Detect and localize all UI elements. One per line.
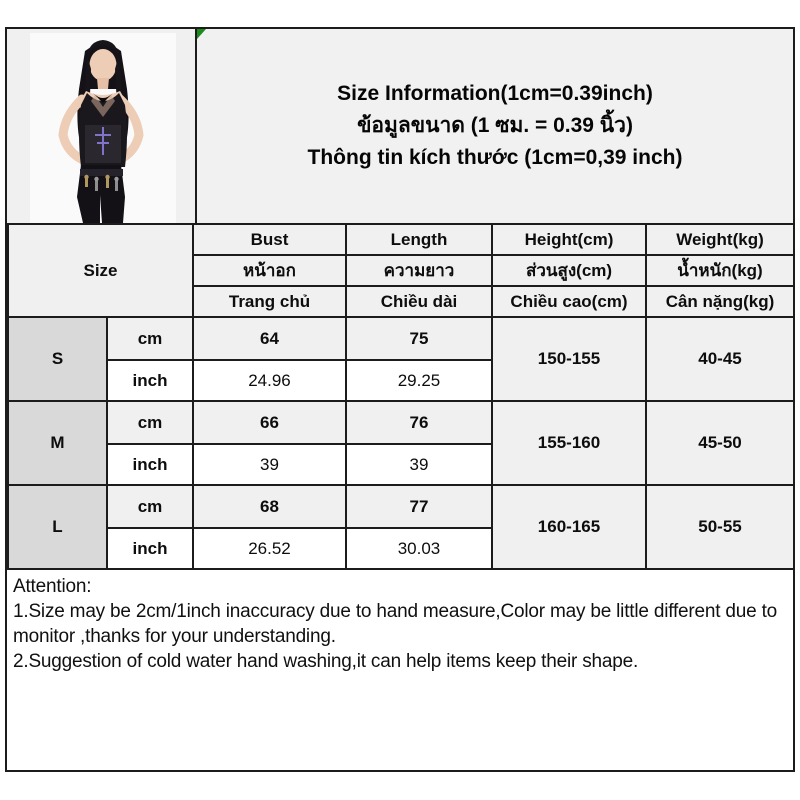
unit-inch: inch <box>107 528 193 569</box>
header-bust-th: หน้าอก <box>193 255 346 286</box>
unit-inch: inch <box>107 360 193 401</box>
size-chart-sheet <box>5 27 795 772</box>
attention-note-1: 1.Size may be 2cm/1inch inaccuracy due to hand measure,Color may be little different due to monitor ,thanks for your understanding. <box>13 601 778 647</box>
s-bust-cm: 64 <box>193 317 346 360</box>
l-bust-cm: 68 <box>193 485 346 528</box>
header-bust-en: Bust <box>193 224 346 255</box>
title-thai: ข้อมูลขนาด (1 ซม. = 0.39 นิ้ว) <box>357 114 633 137</box>
s-length-cm: 75 <box>346 317 492 360</box>
product-photo <box>7 29 197 223</box>
header-weight-vi: Cân nặng(kg) <box>646 286 794 317</box>
header-length-th: ความยาว <box>346 255 492 286</box>
header-bust-vi: Trang chủ <box>193 286 346 317</box>
header-height-th: ส่วนสูง(cm) <box>492 255 646 286</box>
header-weight-th: น้ำหนัก(kg) <box>646 255 794 286</box>
unit-inch: inch <box>107 444 193 485</box>
top-section <box>7 29 793 223</box>
header-height-en: Height(cm) <box>492 224 646 255</box>
header-length-en: Length <box>346 224 492 255</box>
unit-cm: cm <box>107 485 193 528</box>
m-height-range: 155-160 <box>492 401 646 485</box>
size-l-label: L <box>8 485 107 569</box>
size-m-label: M <box>8 401 107 485</box>
size-s-label: S <box>8 317 107 401</box>
title-vietnamese: Thông tin kích thước (1cm=0,39 inch) <box>307 146 683 169</box>
header-height-vi: Chiều cao(cm) <box>492 286 646 317</box>
s-weight-range: 40-45 <box>646 317 794 401</box>
s-height-range: 150-155 <box>492 317 646 401</box>
unit-cm: cm <box>107 401 193 444</box>
title-english: Size Information(1cm=0.39inch) <box>337 82 653 105</box>
size-table <box>7 223 795 570</box>
l-bust-inch: 26.52 <box>193 528 346 569</box>
header-weight-en: Weight(kg) <box>646 224 794 255</box>
attention-section <box>7 570 793 770</box>
m-length-inch: 39 <box>346 444 492 485</box>
table-row <box>8 401 794 444</box>
title-cell <box>197 29 793 223</box>
l-length-cm: 77 <box>346 485 492 528</box>
attention-note-2: 2.Suggestion of cold water hand washing,it can help items keep their shape. <box>13 651 639 672</box>
l-height-range: 160-165 <box>492 485 646 569</box>
attention-title: Attention: <box>13 576 92 597</box>
unit-cm: cm <box>107 317 193 360</box>
m-bust-inch: 39 <box>193 444 346 485</box>
green-corner-flag-icon <box>197 29 206 39</box>
l-length-inch: 30.03 <box>346 528 492 569</box>
header-size: Size <box>8 224 193 317</box>
header-length-vi: Chiều dài <box>346 286 492 317</box>
m-weight-range: 45-50 <box>646 401 794 485</box>
table-row <box>8 485 794 528</box>
s-length-inch: 29.25 <box>346 360 492 401</box>
m-bust-cm: 66 <box>193 401 346 444</box>
m-length-cm: 76 <box>346 401 492 444</box>
l-weight-range: 50-55 <box>646 485 794 569</box>
table-row <box>8 317 794 360</box>
model-photo-illustration <box>7 29 195 223</box>
s-bust-inch: 24.96 <box>193 360 346 401</box>
